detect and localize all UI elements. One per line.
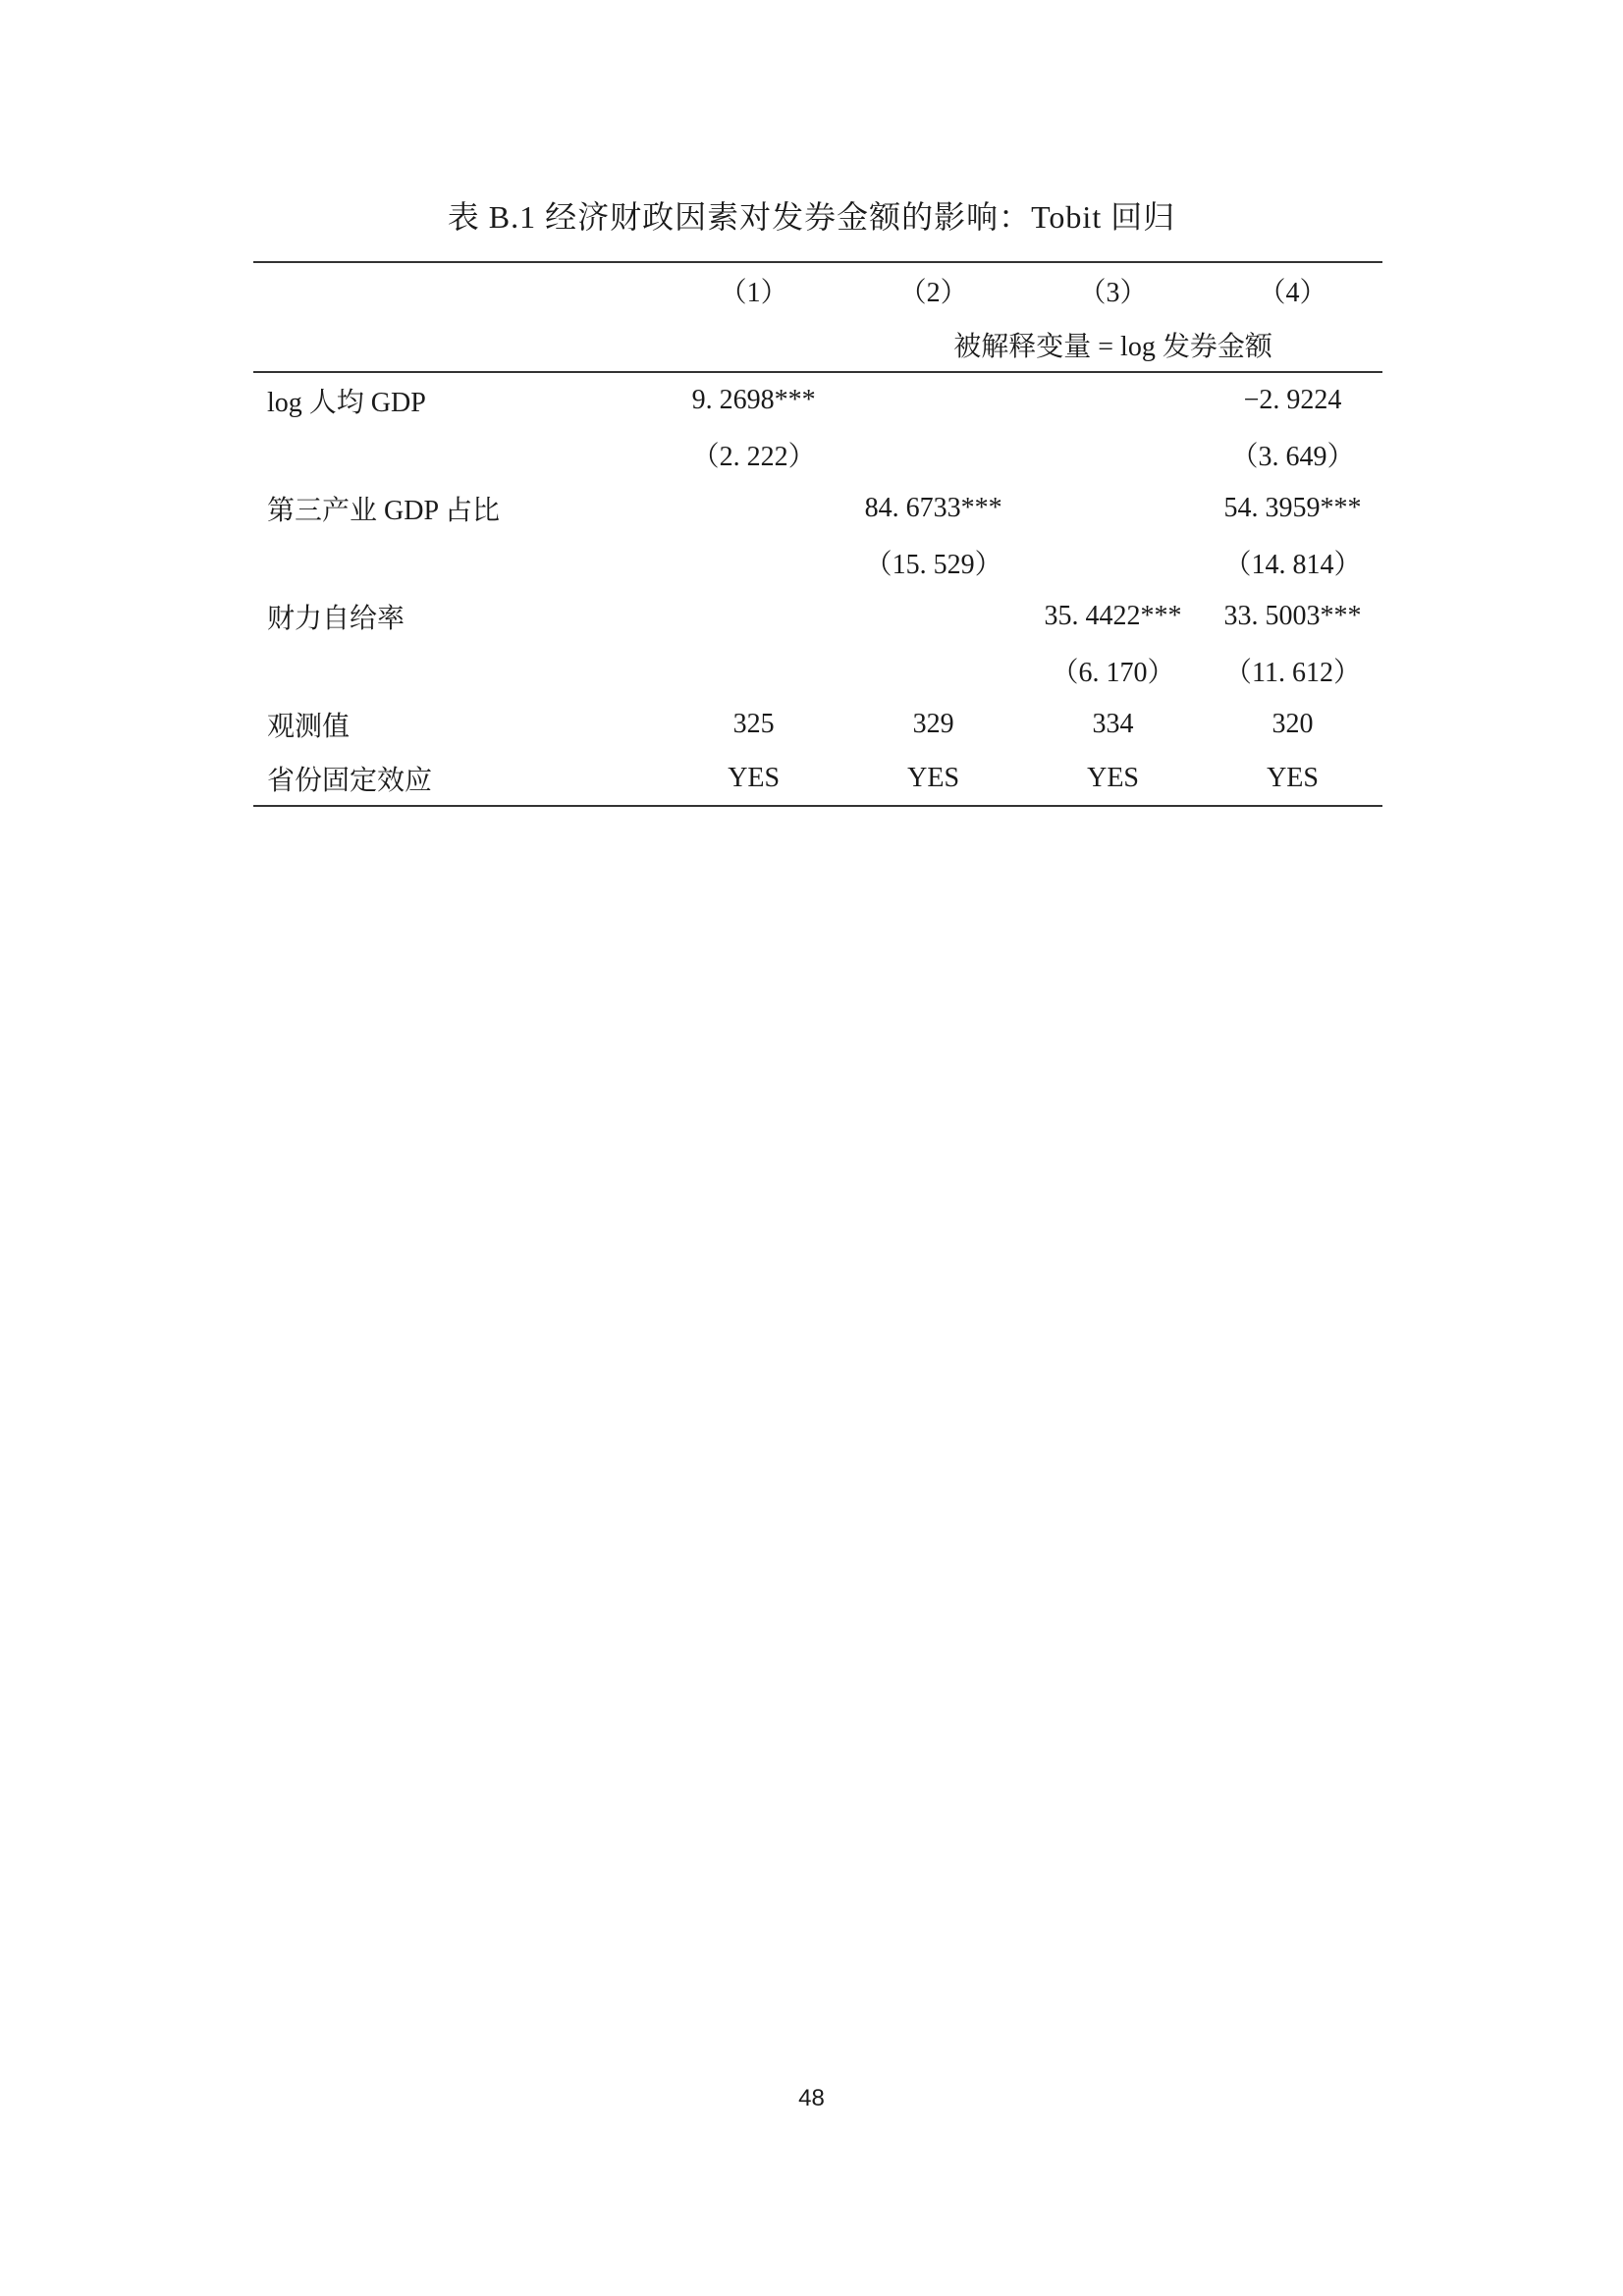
row-label: 省份固定效应 — [253, 751, 664, 806]
row-label: log 人均 GDP — [267, 387, 426, 418]
table-cell: YES — [1203, 751, 1382, 806]
table-cell — [843, 427, 1023, 481]
column-header-row — [253, 262, 1382, 317]
table-row — [253, 589, 1382, 643]
table-title: 表 B.1 经济财政因素对发券金额的影响：Tobit 回归 — [447, 199, 1176, 235]
row-label: 观测值 — [267, 711, 351, 742]
table-row — [253, 372, 1382, 427]
table-cell — [1023, 372, 1203, 427]
row-label — [253, 643, 664, 697]
table-cell: YES — [1023, 751, 1203, 806]
dependent-variable-empty-cell — [253, 317, 664, 372]
table-cell — [843, 589, 1023, 643]
row-label — [253, 535, 664, 589]
regression-table — [253, 261, 1382, 807]
table-cell — [664, 481, 843, 535]
column-header: （3） — [1023, 262, 1203, 317]
table-cell: 35. 4422*** — [1044, 600, 1182, 631]
row-label — [253, 427, 664, 481]
header-empty-cell — [253, 262, 664, 317]
table-row — [253, 427, 1382, 481]
table-cell: （14. 814） — [1223, 549, 1362, 580]
row-label: 财力自给率 — [267, 603, 406, 634]
table-cell: （11. 612） — [1224, 657, 1361, 688]
row-label: 第三产业 GDP 占比 — [267, 495, 500, 526]
table-cell — [1023, 481, 1203, 535]
page-number: 48 — [798, 2085, 825, 2111]
table-cell: 320 — [1271, 708, 1314, 739]
table-row — [253, 697, 1382, 751]
table-cell: （2. 222） — [691, 441, 816, 472]
table-cell: −2. 9224 — [1243, 384, 1342, 415]
table-cell — [664, 535, 843, 589]
table-cell: （3. 649） — [1230, 441, 1355, 472]
table-cell: 9. 2698*** — [691, 384, 816, 415]
table-cell: YES — [843, 751, 1023, 806]
table-cell — [664, 589, 843, 643]
dependent-variable-row — [253, 317, 1382, 372]
table-cell: 334 — [1092, 708, 1134, 739]
table-cell: 84. 6733*** — [864, 492, 1002, 523]
column-header: （1） — [664, 262, 843, 317]
table-row — [253, 481, 1382, 535]
table-cell: （6. 170） — [1051, 657, 1175, 688]
table-cell: 54. 3959*** — [1223, 492, 1362, 523]
table-cell: （15. 529） — [864, 549, 1002, 580]
table-cell: YES — [664, 751, 843, 806]
dependent-variable-label: 被解释变量 = log 发券金额 — [843, 317, 1382, 372]
dependent-variable-spacer — [664, 317, 843, 372]
column-header: （2） — [843, 262, 1023, 317]
table-row — [253, 643, 1382, 697]
table-row — [253, 751, 1382, 806]
table-cell — [1023, 427, 1203, 481]
table-cell — [843, 643, 1023, 697]
column-header: （4） — [1203, 262, 1382, 317]
table-row — [253, 535, 1382, 589]
table-cell — [843, 372, 1023, 427]
table-cell — [1023, 535, 1203, 589]
table-cell: 329 — [912, 708, 954, 739]
regression-table-container — [253, 261, 1382, 807]
table-cell: 33. 5003*** — [1223, 600, 1362, 631]
table-cell — [664, 643, 843, 697]
table-cell: 325 — [732, 708, 775, 739]
